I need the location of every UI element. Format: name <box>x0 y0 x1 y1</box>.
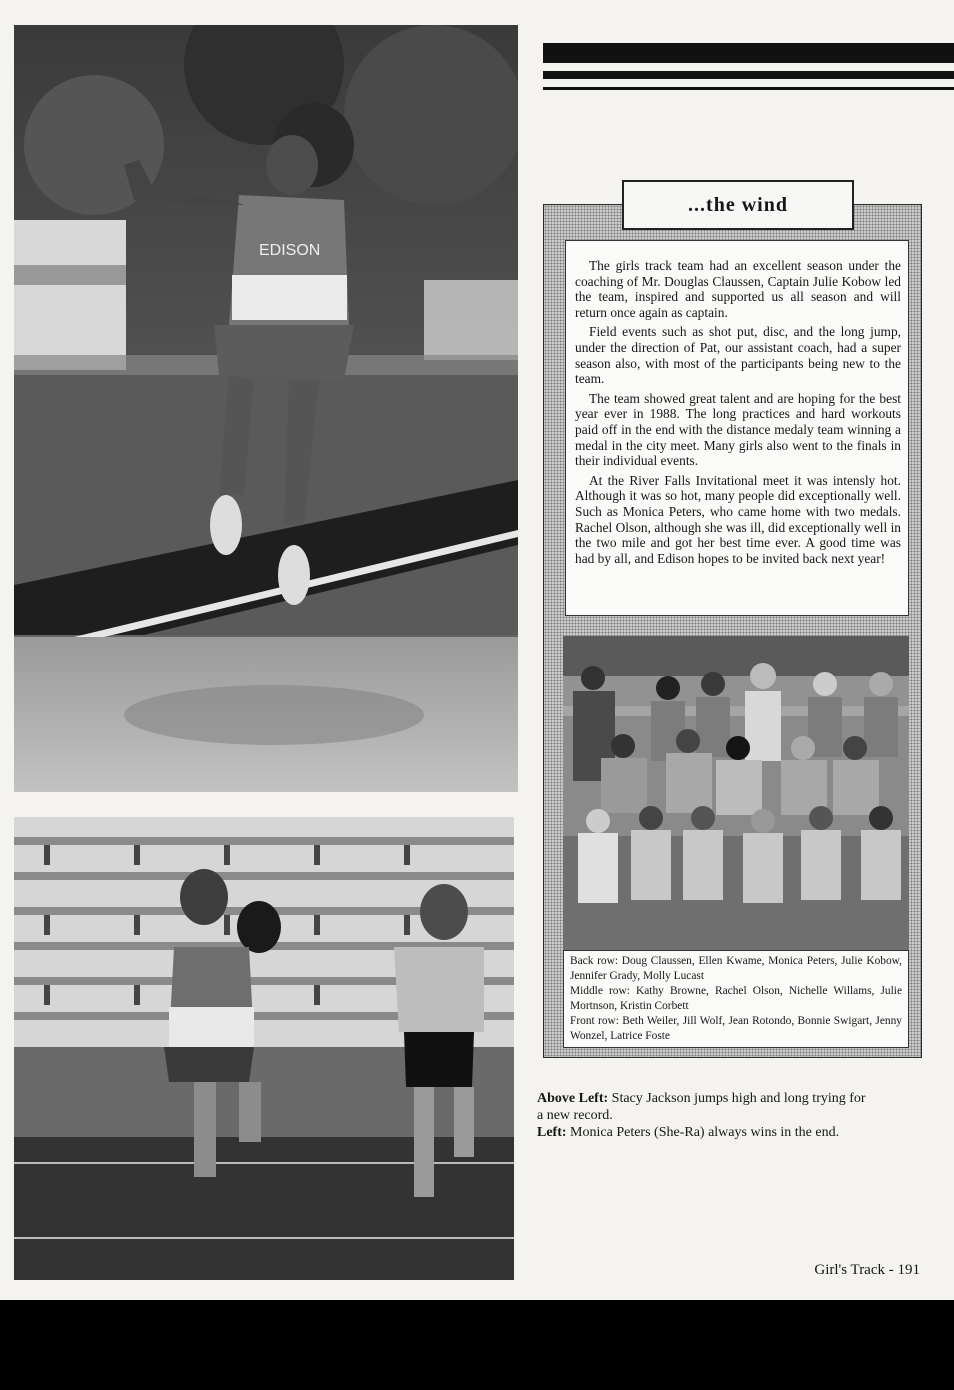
runners-photo <box>14 817 514 1280</box>
above-left-caption: Stacy Jackson jumps high and long trying for a new record. <box>537 1091 866 1123</box>
team-caption-front: Front row: Beth Weiler, Jill Wolf, Jean Rotondo, Bonnie Swigart, Jenny Wonzel, Latrice Foste <box>570 1015 902 1042</box>
jersey-text: EDISON <box>259 242 321 259</box>
team-caption-back: Back row: Doug Claussen, Ellen Kwame, Monica Peters, Julie Kobow, Jennifer Grady, Molly Lucast <box>570 955 902 982</box>
photo-captions <box>537 1090 867 1141</box>
bottom-strip <box>0 1300 954 1390</box>
long-jump-photo <box>14 25 518 792</box>
story-paragraph-2: Field events such as shot put, disc, and the long jump, under the direction of Pat, our assistant coach, had a super season also, with most of the participants being new to the team. <box>575 324 901 387</box>
section-title: ...the wind <box>622 180 854 230</box>
left-label: Left: <box>537 1125 567 1140</box>
team-caption <box>563 950 909 1048</box>
story-paragraph-4: At the River Falls Invitational meet it was intensly hot. Although it was so hot, many people did exceptionally well. Such as Monica Peters, who came home with two medals. Rachel Olson, although she was ill, did exceptionally well in the two mile and got her best time ever. A good time was had by all, and Edison hopes to be invited back next year! <box>575 472 901 566</box>
page-folio: Girl's Track - 191 <box>814 1262 920 1278</box>
above-left-label: Above Left: <box>537 1091 609 1106</box>
team-photo <box>563 636 909 950</box>
story-text <box>565 240 909 616</box>
header-bars <box>543 43 954 90</box>
team-caption-middle: Middle row: Kathy Browne, Rachel Olson, Nichelle Willams, Julie Mortnson, Kristin Corbett <box>570 985 902 1012</box>
left-caption: Monica Peters (She-Ra) always wins in the end. <box>570 1125 840 1140</box>
story-paragraph-1: The girls track team had an excellent season under the coaching of Mr. Douglas Claussen, Captain Julie Kobow led the team, inspired and supported us all season and will return once again as captain. <box>575 258 901 320</box>
story-paragraph-3: The team showed great talent and are hoping for the best year ever in 1988. The long practices and hard workouts paid off in the end with the distance medaly team winning a medal in the city meet. Many girls also went to the finals in their individual events. <box>575 390 901 469</box>
